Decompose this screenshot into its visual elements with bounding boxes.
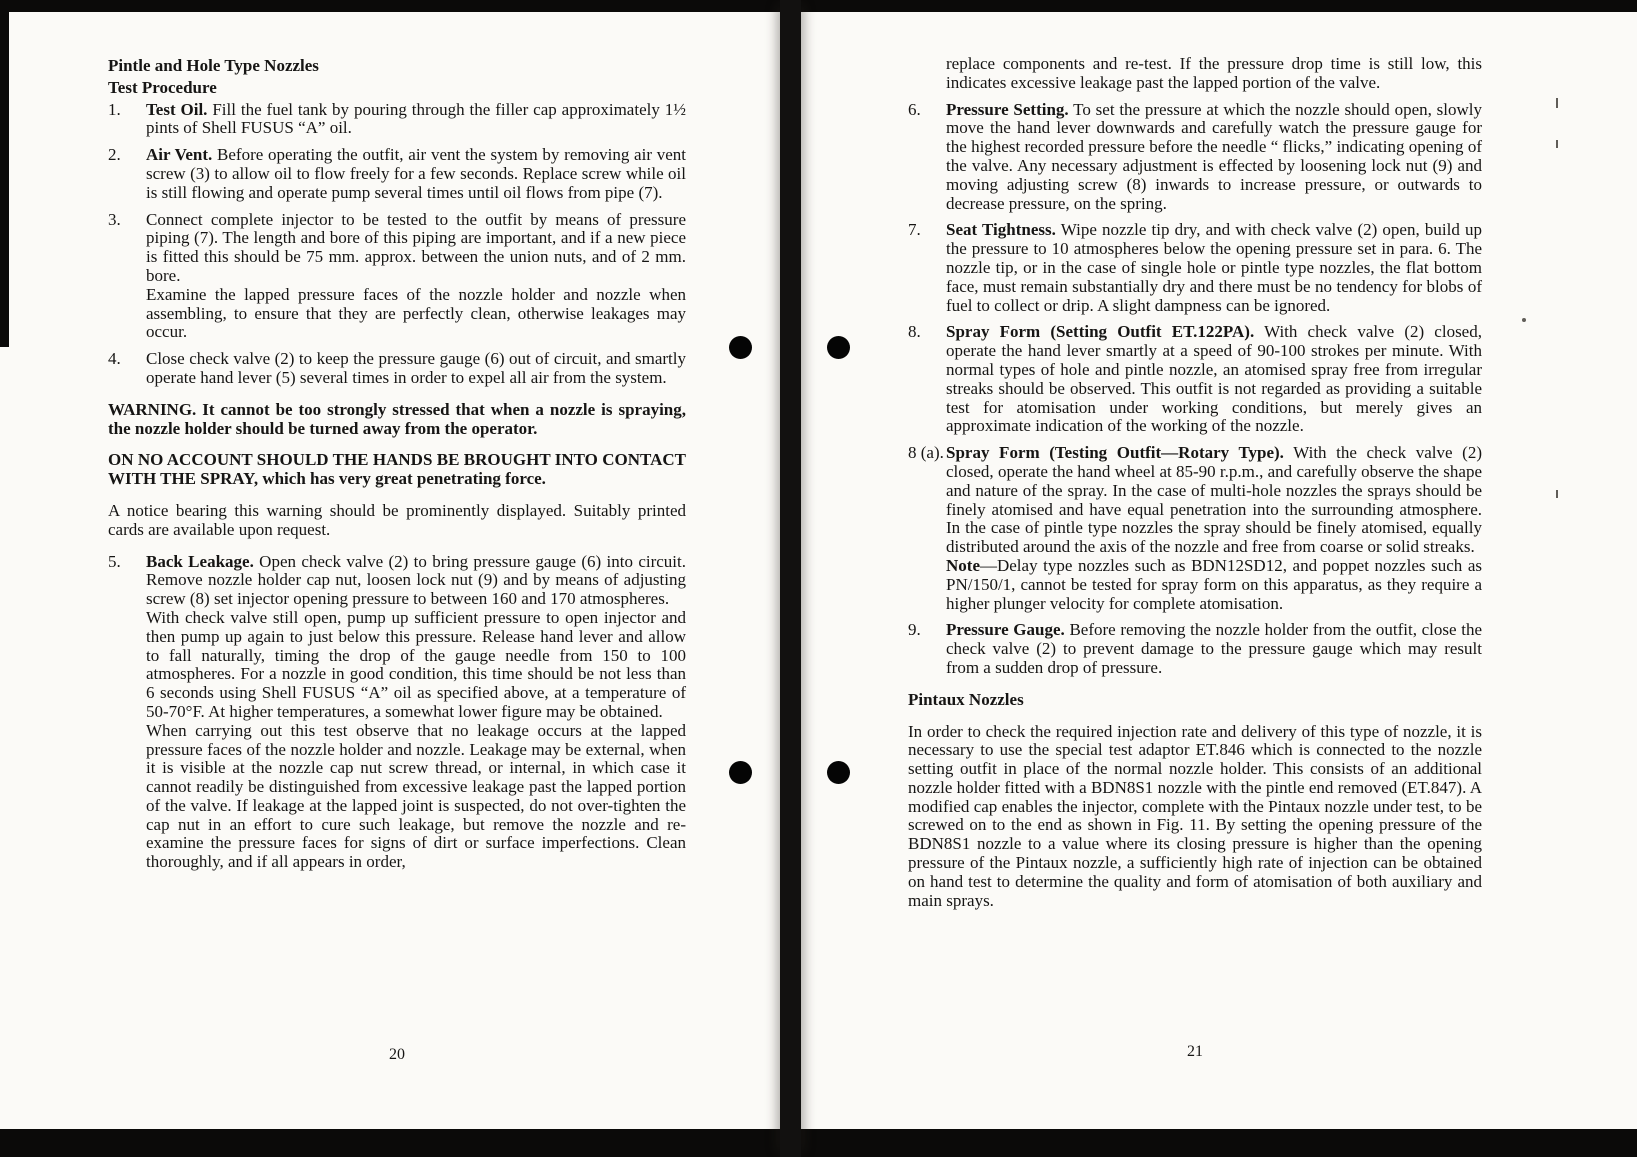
text-run: Close check valve (2) to keep the pressure gauge (6) out of circuit, and smartly operate hand lever (5) several times in order to expel all air from the system. <box>146 349 686 387</box>
numbered-list-item <box>108 101 686 139</box>
numbered-list-item <box>108 146 686 202</box>
bold-text-run: Test Procedure <box>108 77 217 97</box>
scan-speck <box>1556 140 1558 148</box>
item-paragraph <box>946 557 1482 613</box>
bold-text-run: Pintle and Hole Type Nozzles <box>108 56 319 75</box>
bold-text-run: Test Oil. <box>146 99 208 119</box>
bold-text-run: Back Leakage. <box>146 551 254 571</box>
text-run: With check valve (2) closed, operate the hand lever smartly at a speed of 90-100 strokes per minute. With normal types of hole and pintle nozzle, an atomised spray free from irregular streaks should be observed. This outfit is not regarded as providing a suitable test for atomisation under working conditions, but merely gives an approximate indication of the working of the nozzle. <box>946 322 1482 436</box>
page-number-left: 20 <box>389 1046 405 1063</box>
numbered-list-item <box>908 101 1482 214</box>
bold-text-run: Spray Form (Testing Outfit—Rotary Type). <box>946 443 1284 463</box>
item-paragraph <box>946 221 1482 315</box>
text-run: To set the pressure at which the nozzle should open, slowly move the hand lever downwards and carefully watch the pressure gauge for the highest recorded pressure before the needle “ flicks,” indicating opening of the valve. Any necessary adjustment is effected by loosening lock nut (9) and moving adjusting screw (8) inwards to increase pressure, or outwards to decrease pressure, on the spring. <box>946 99 1482 213</box>
paragraph <box>108 401 686 439</box>
item-paragraph <box>146 609 686 722</box>
item-number: 6. <box>908 99 921 119</box>
item-paragraph <box>146 101 686 139</box>
scan-bar-bottom <box>0 1129 1637 1157</box>
bold-text-run: Pressure Gauge. <box>946 620 1065 640</box>
item-paragraph <box>946 444 1482 557</box>
text-run: Fill the fuel tank by pouring through the filler cap approximately 1½ pints of Shell FUSUS “A” oil. <box>146 99 686 138</box>
item-body <box>946 323 1482 436</box>
text-run: Before operating the outfit, air vent the system by removing air vent screw (3) to allow oil to flow freely for a few seconds. Replace screw while oil is still flowing and operate pump several times until oil flows from pipe (7). <box>146 145 686 202</box>
item-number <box>908 55 946 93</box>
scan-speck <box>1522 318 1526 322</box>
heading-text <box>108 57 686 76</box>
item-number: 9. <box>908 620 921 640</box>
bold-text-run: ON NO ACCOUNT SHOULD THE HANDS BE BROUGHT INTO CONTACT WITH THE SPRAY, which has very great penetrating force. <box>108 450 686 489</box>
numbered-list-item <box>908 444 1482 613</box>
book-gutter <box>780 0 801 1157</box>
paragraph <box>108 451 686 489</box>
text-run: When carrying out this test observe that no leakage occurs at the lapped pressure faces of the nozzle holder and nozzle. Leakage may be external, when it is visible at the nozzle cap nut screw thread, or internal, in which case it cannot readily be distinguished from excessive leakage past the lapped portion of the valve. If leakage at the lapped joint is suspected, do not over-tighten the cap nut in an effort to cure such leakage, but remove the nozzle and re-examine the pressure faces for signs of dirt or surface imperfections. Clean thoroughly, and if all appears in order, <box>146 720 686 872</box>
punch-hole <box>729 761 752 784</box>
text-run: Before removing the nozzle holder from the outfit, close the check valve (2) to prevent damage to the pressure gauge which may result from a sudden drop of pressure. <box>946 620 1482 677</box>
bold-text-run: Note <box>946 555 980 575</box>
punch-hole <box>827 761 850 784</box>
page-number-right: 21 <box>1187 1043 1203 1060</box>
numbered-list-item <box>908 55 1482 93</box>
item-body <box>146 553 686 873</box>
heading-text <box>108 79 686 98</box>
item-paragraph <box>946 101 1482 214</box>
item-body <box>946 621 1482 677</box>
text-run: With check valve still open, pump up sufficient pressure to open injector and then pump up again to just below this pressure. Release hand lever and allow to fall naturally, timing the drop of the gauge needle from 150 to 100 atmospheres. For a nozzle in good condition, this time should be not less than 6 seconds using Shell FUSUS “A” oil as specified above, at a temperature of 50-70°F. At higher temperatures, a somewhat lower figure may be obtained. <box>146 607 686 721</box>
item-paragraph <box>946 621 1482 677</box>
bold-text-run: Air Vent. <box>146 145 213 165</box>
punch-hole <box>729 336 752 359</box>
item-paragraph <box>146 722 686 872</box>
item-body <box>146 350 686 388</box>
item-number: 8 (a). <box>908 443 944 463</box>
item-number: 4. <box>108 349 121 369</box>
bold-text-run: Pintaux Nozzles <box>908 689 1024 709</box>
text-run: In order to check the required injection rate and delivery of this type of nozzle, it is necessary to use the special test adaptor ET.846 which is connected to the nozzle setting outfit in place of the normal nozzle holder. This consists of an additional nozzle holder fitted with a BDN8S1 nozzle with the pintle end removed (ET.847). A modified cap enables the injector, complete with the Pintaux nozzle under test, to be screwed on to the end as shown in Fig. 11. By setting the opening pressure of the BDN8S1 nozzle to a value where its closing pressure is higher than the opening pressure of the Pintaux nozzle, a sufficiently high rate of injection can be obtained on hand test to determine the quality and form of atomisation of both auxiliary and main sprays. <box>908 721 1482 910</box>
numbered-list-item <box>908 323 1482 436</box>
item-body <box>146 101 686 139</box>
heading-text <box>908 691 1482 710</box>
scan-bar-top <box>0 0 1637 12</box>
paragraph <box>108 502 686 540</box>
text-run: A notice bearing this warning should be prominently displayed. Suitably printed cards are available upon request. <box>108 500 686 539</box>
item-body <box>946 221 1482 315</box>
item-number: 7. <box>908 220 921 240</box>
scan-speck <box>1556 98 1558 108</box>
item-paragraph <box>146 146 686 202</box>
scan-edge-left <box>0 0 9 347</box>
item-number: 2. <box>108 145 121 165</box>
item-paragraph <box>146 211 686 286</box>
text-run: replace components and re-test. If the pressure drop time is still low, this indicates excessive leakage past the lapped portion of the valve. <box>946 54 1482 92</box>
bold-text-run: WARNING. It cannot be too strongly stressed that when a nozzle is spraying, the nozzle holder should be turned away from the operator. <box>108 399 686 438</box>
bold-text-run: Spray Form (Setting Outfit ET.122PA). <box>946 322 1255 342</box>
text-run: Wipe nozzle tip dry, and with check valve (2) open, build up the pressure to 10 atmospheres below the opening pressure set in para. 6. The nozzle tip, or in the case of single hole or pintle type nozzles, the flat bottom face, must remain substantially dry and there must be no tendency for blobs of fuel to collect or drip. A slight dampness can be ignored. <box>946 220 1482 315</box>
item-body <box>146 211 686 343</box>
item-paragraph <box>946 323 1482 436</box>
paragraph <box>908 723 1482 911</box>
text-run: Connect complete injector to be tested to the outfit by means of pressure piping (7). The length and bore of this piping are important, and if a new piece is fitted this should be 75 mm. approx. between the union nuts, and of 2 mm. bore. <box>146 209 686 285</box>
item-number: 8. <box>908 322 921 342</box>
paragraph-text <box>108 401 686 439</box>
item-body <box>946 101 1482 214</box>
page-column-left <box>108 57 686 880</box>
text-run: Examine the lapped pressure faces of the nozzle holder and nozzle when assembling, to ensure that they are perfectly clean, otherwise leakages may occur. <box>146 284 686 342</box>
item-number: 1. <box>108 99 121 119</box>
item-paragraph <box>146 286 686 342</box>
item-body <box>946 444 1482 613</box>
item-paragraph <box>946 55 1482 93</box>
page-column-right <box>908 55 1482 923</box>
numbered-list-item <box>108 553 686 873</box>
section-heading <box>108 57 686 76</box>
item-number: 3. <box>108 209 121 229</box>
numbered-list-item <box>108 211 686 343</box>
paragraph-text <box>908 723 1482 911</box>
numbered-list-item <box>108 350 686 388</box>
item-body <box>946 55 1482 93</box>
numbered-list-item <box>908 621 1482 677</box>
section-heading <box>108 79 686 98</box>
punch-hole <box>827 336 850 359</box>
text-run: —Delay type nozzles such as BDN12SD12, and poppet nozzles such as PN/150/1, cannot be tested for spray form on this apparatus, as they require a higher plunger velocity for complete atomisation. <box>946 555 1482 613</box>
paragraph-text <box>108 451 686 489</box>
item-paragraph <box>146 350 686 388</box>
bold-text-run: Seat Tightness. <box>946 220 1056 240</box>
text-run: Open check valve (2) to bring pressure gauge (6) into circuit. Remove nozzle holder cap nut, loosen lock nut (9) and by means of adjusting screw (8) set injector opening pressure to between 160 and 170 atmospheres. <box>146 551 686 609</box>
numbered-list-item <box>908 221 1482 315</box>
item-body <box>146 146 686 202</box>
item-paragraph <box>146 553 686 609</box>
section-heading <box>908 691 1482 710</box>
scan-speck <box>1556 490 1558 498</box>
paragraph-text <box>108 502 686 540</box>
item-number: 5. <box>108 551 121 571</box>
bold-text-run: Pressure Setting. <box>946 99 1069 119</box>
text-run: With the check valve (2) closed, operate the hand wheel at 85-90 r.p.m., and carefully observe the shape and nature of the spray. In the case of multi-hole nozzles the sprays should be finely atomised and have equal penetration into the surrounding atmosphere. In the case of pintle type nozzles the spray should be finely atomised, equally distributed around the axis of the nozzle and free from coarse or solid streaks. <box>946 443 1482 557</box>
